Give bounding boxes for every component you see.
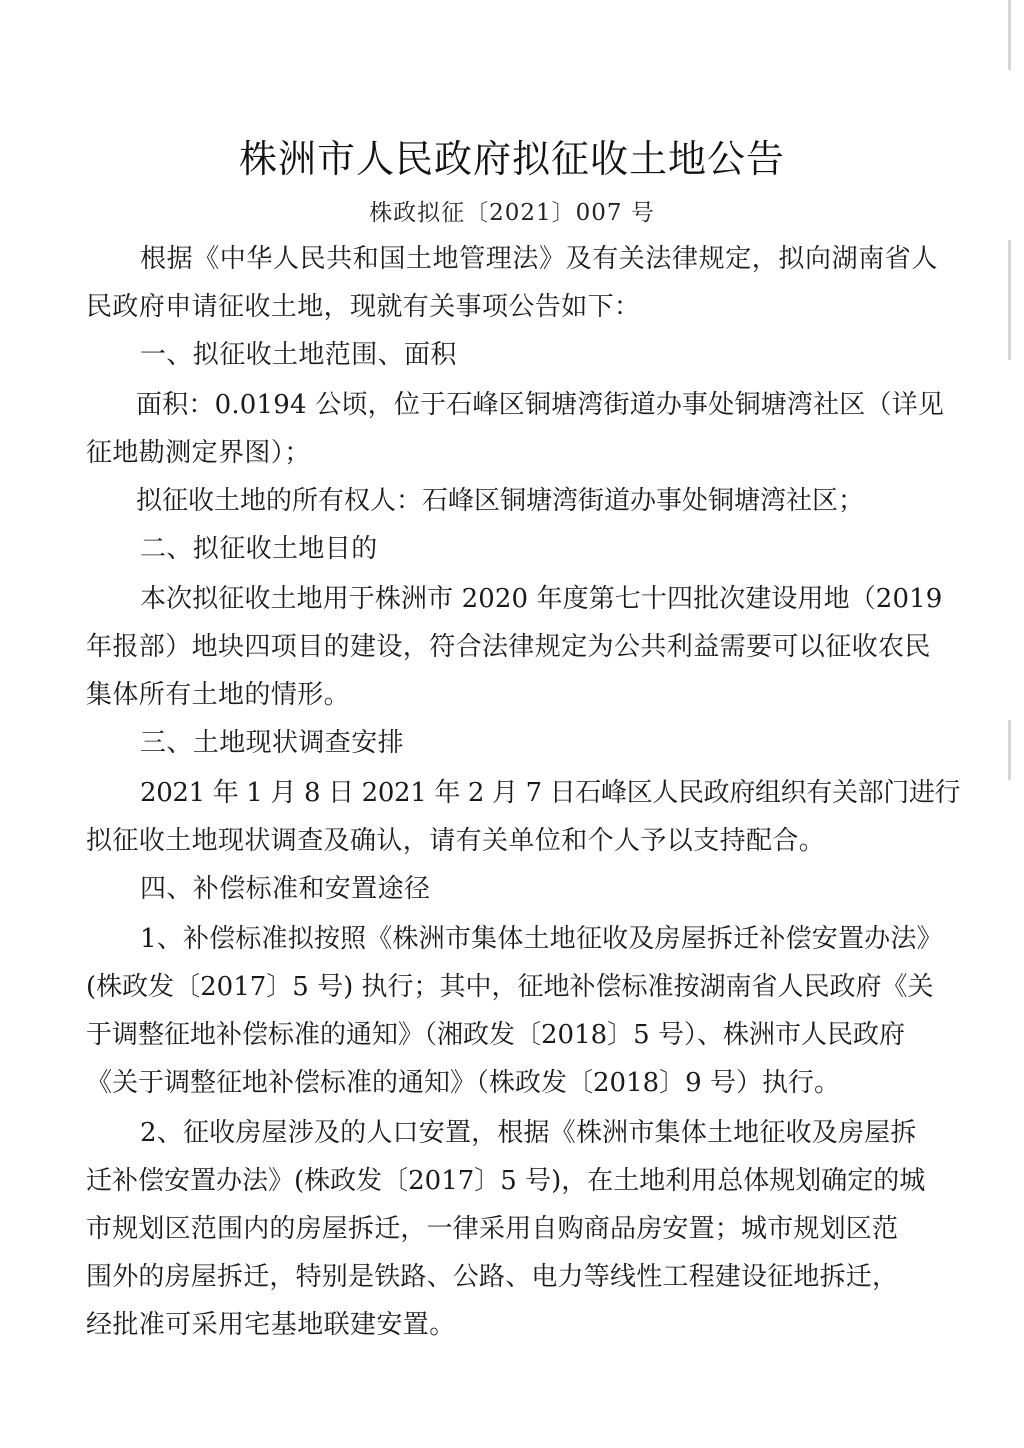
paragraph-line: 于调整征地补偿标准的通知》（湘政发〔2018〕5 号）、株洲市人民政府: [86, 1020, 905, 1050]
paragraph-line: 集体所有土地的情形。: [86, 680, 351, 710]
paragraph-line: 本次拟征收土地用于株洲市 2020 年度第七十四批次建设用地（2019: [140, 584, 943, 614]
paragraph-line: 面积：0.0194 公顷，位于石峰区铜塘湾街道办事处铜塘湾社区（详见: [136, 390, 945, 420]
paragraph-line: 民政府申请征收土地，现就有关事项公告如下：: [86, 292, 641, 322]
paragraph-line: 经批准可采用宅基地联建安置。: [86, 1310, 456, 1340]
section-heading: 二、拟征收土地目的: [140, 534, 378, 564]
paragraph-line: 2、征收房屋涉及的人口安置，根据《株洲市集体土地征收及房屋拆: [140, 1118, 917, 1148]
paragraph-line: 拟征收土地的所有权人：石峰区铜塘湾街道办事处铜塘湾社区；: [136, 486, 865, 516]
section-heading: 四、补偿标准和安置途径: [140, 874, 431, 904]
paragraph-line: 年报部）地块四项目的建设，符合法律规定为公共利益需要可以征收农民: [86, 632, 931, 662]
scan-edge-mark: [1008, 0, 1011, 70]
document-number: 株政拟征〔2021〕007 号: [369, 200, 655, 226]
document-title: 株洲市人民政府拟征收土地公告: [238, 137, 785, 181]
paragraph-line: 《关于调整征地补偿标准的通知》（株政发〔2018〕9 号）执行。: [86, 1068, 840, 1098]
scan-edge-mark: [1008, 240, 1011, 360]
paragraph-line: 根据《中华人民共和国土地管理法》及有关法律规定，拟向湖南省人: [140, 244, 939, 274]
section-heading: 三、土地现状调查安排: [140, 728, 405, 758]
paragraph-line: 迁补偿安置办法》(株政发〔2017〕5 号)，在土地利用总体规划确定的城: [86, 1166, 926, 1196]
paragraph-line: (株政发〔2017〕5 号) 执行；其中，征地补偿标准按湖南省人民政府《关: [86, 972, 934, 1002]
paragraph-line: 围外的房屋拆迁，特别是铁路、公路、电力等线性工程建设征地拆迁，: [86, 1262, 899, 1292]
paragraph-line: 市规划区范围内的房屋拆迁，一律采用自购商品房安置；城市规划区范: [86, 1214, 899, 1244]
section-heading: 一、拟征收土地范围、面积: [140, 340, 457, 370]
scan-edge-mark: [1008, 720, 1011, 780]
paragraph-line: 拟征收土地现状调查及确认，请有关单位和个人予以支持配合。: [86, 826, 826, 856]
paragraph-line: 征地勘测定界图）；: [86, 438, 311, 468]
paragraph-line: 1、补偿标准拟按照《株洲市集体土地征收及房屋拆迁补偿安置办法》: [140, 924, 943, 954]
paragraph-line: 2021 年 1 月 8 日 2021 年 2 月 7 日石峰区人民政府组织有关部门进行: [140, 778, 961, 808]
